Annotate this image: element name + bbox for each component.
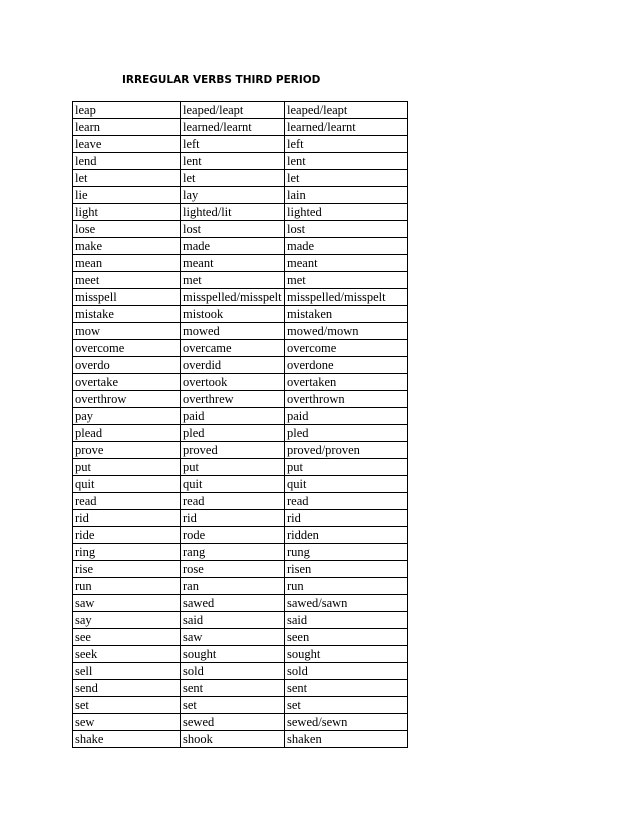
base-form-cell: read: [73, 493, 181, 510]
base-form-cell: overcome: [73, 340, 181, 357]
past-simple-cell: proved: [181, 442, 285, 459]
base-form-cell: lie: [73, 187, 181, 204]
page-title: IRREGULAR VERBS THIRD PERIOD: [122, 74, 321, 86]
table-row: [73, 221, 408, 238]
past-participle-cell: meant: [285, 255, 408, 272]
past-participle-cell: paid: [285, 408, 408, 425]
base-form-cell: let: [73, 170, 181, 187]
verb-table-body: [73, 102, 408, 748]
past-simple-cell: rid: [181, 510, 285, 527]
past-simple-cell: mistook: [181, 306, 285, 323]
past-simple-cell: mowed: [181, 323, 285, 340]
base-form-cell: put: [73, 459, 181, 476]
base-form-cell: mow: [73, 323, 181, 340]
past-participle-cell: overcome: [285, 340, 408, 357]
past-participle-cell: sent: [285, 680, 408, 697]
past-participle-cell: seen: [285, 629, 408, 646]
table-row: [73, 391, 408, 408]
base-form-cell: shake: [73, 731, 181, 748]
table-row: [73, 272, 408, 289]
past-participle-cell: lighted: [285, 204, 408, 221]
table-row: [73, 408, 408, 425]
past-simple-cell: sought: [181, 646, 285, 663]
past-simple-cell: rose: [181, 561, 285, 578]
past-participle-cell: lent: [285, 153, 408, 170]
past-participle-cell: read: [285, 493, 408, 510]
past-participle-cell: lain: [285, 187, 408, 204]
base-form-cell: light: [73, 204, 181, 221]
table-row: [73, 204, 408, 221]
past-participle-cell: ridden: [285, 527, 408, 544]
base-form-cell: lend: [73, 153, 181, 170]
table-row: [73, 374, 408, 391]
past-simple-cell: said: [181, 612, 285, 629]
past-simple-cell: misspelled/misspelt: [181, 289, 285, 306]
base-form-cell: quit: [73, 476, 181, 493]
base-form-cell: see: [73, 629, 181, 646]
past-simple-cell: let: [181, 170, 285, 187]
table-row: [73, 714, 408, 731]
past-participle-cell: overthrown: [285, 391, 408, 408]
past-simple-cell: ran: [181, 578, 285, 595]
past-participle-cell: quit: [285, 476, 408, 493]
past-simple-cell: sewed: [181, 714, 285, 731]
base-form-cell: lose: [73, 221, 181, 238]
base-form-cell: pay: [73, 408, 181, 425]
past-simple-cell: meant: [181, 255, 285, 272]
past-participle-cell: shaken: [285, 731, 408, 748]
base-form-cell: ride: [73, 527, 181, 544]
past-participle-cell: risen: [285, 561, 408, 578]
base-form-cell: leap: [73, 102, 181, 119]
table-row: [73, 476, 408, 493]
table-row: [73, 663, 408, 680]
table-row: [73, 459, 408, 476]
past-simple-cell: shook: [181, 731, 285, 748]
past-simple-cell: overcame: [181, 340, 285, 357]
past-participle-cell: set: [285, 697, 408, 714]
past-simple-cell: rode: [181, 527, 285, 544]
table-row: [73, 680, 408, 697]
base-form-cell: sew: [73, 714, 181, 731]
base-form-cell: saw: [73, 595, 181, 612]
past-simple-cell: overtook: [181, 374, 285, 391]
table-row: [73, 119, 408, 136]
table-row: [73, 595, 408, 612]
past-simple-cell: learned/learnt: [181, 119, 285, 136]
past-participle-cell: learned/learnt: [285, 119, 408, 136]
past-participle-cell: sold: [285, 663, 408, 680]
table-row: [73, 442, 408, 459]
base-form-cell: overthrow: [73, 391, 181, 408]
base-form-cell: learn: [73, 119, 181, 136]
table-row: [73, 578, 408, 595]
table-row: [73, 340, 408, 357]
table-row: [73, 306, 408, 323]
past-simple-cell: put: [181, 459, 285, 476]
table-row: [73, 102, 408, 119]
base-form-cell: overtake: [73, 374, 181, 391]
past-participle-cell: misspelled/misspelt: [285, 289, 408, 306]
past-simple-cell: sawed: [181, 595, 285, 612]
table-row: [73, 527, 408, 544]
past-simple-cell: sent: [181, 680, 285, 697]
past-participle-cell: overdone: [285, 357, 408, 374]
past-participle-cell: put: [285, 459, 408, 476]
past-simple-cell: set: [181, 697, 285, 714]
past-participle-cell: made: [285, 238, 408, 255]
base-form-cell: run: [73, 578, 181, 595]
past-participle-cell: let: [285, 170, 408, 187]
base-form-cell: set: [73, 697, 181, 714]
past-participle-cell: lost: [285, 221, 408, 238]
base-form-cell: leave: [73, 136, 181, 153]
base-form-cell: sell: [73, 663, 181, 680]
past-participle-cell: overtaken: [285, 374, 408, 391]
past-participle-cell: left: [285, 136, 408, 153]
table-row: [73, 612, 408, 629]
past-participle-cell: mowed/mown: [285, 323, 408, 340]
table-row: [73, 357, 408, 374]
past-simple-cell: lost: [181, 221, 285, 238]
table-row: [73, 255, 408, 272]
table-row: [73, 153, 408, 170]
base-form-cell: overdo: [73, 357, 181, 374]
past-simple-cell: made: [181, 238, 285, 255]
table-row: [73, 731, 408, 748]
past-participle-cell: rung: [285, 544, 408, 561]
table-row: [73, 646, 408, 663]
table-row: [73, 629, 408, 646]
past-simple-cell: lighted/lit: [181, 204, 285, 221]
past-simple-cell: read: [181, 493, 285, 510]
base-form-cell: rise: [73, 561, 181, 578]
past-simple-cell: leaped/leapt: [181, 102, 285, 119]
base-form-cell: plead: [73, 425, 181, 442]
past-participle-cell: sought: [285, 646, 408, 663]
table-row: [73, 510, 408, 527]
base-form-cell: prove: [73, 442, 181, 459]
table-row: [73, 136, 408, 153]
past-simple-cell: met: [181, 272, 285, 289]
past-participle-cell: pled: [285, 425, 408, 442]
past-participle-cell: met: [285, 272, 408, 289]
past-participle-cell: leaped/leapt: [285, 102, 408, 119]
past-participle-cell: sawed/sawn: [285, 595, 408, 612]
past-simple-cell: sold: [181, 663, 285, 680]
base-form-cell: misspell: [73, 289, 181, 306]
table-row: [73, 289, 408, 306]
table-row: [73, 493, 408, 510]
past-participle-cell: sewed/sewn: [285, 714, 408, 731]
table-row: [73, 425, 408, 442]
table-row: [73, 561, 408, 578]
past-simple-cell: lay: [181, 187, 285, 204]
base-form-cell: make: [73, 238, 181, 255]
past-simple-cell: quit: [181, 476, 285, 493]
base-form-cell: ring: [73, 544, 181, 561]
table-row: [73, 238, 408, 255]
past-simple-cell: overdid: [181, 357, 285, 374]
past-simple-cell: pled: [181, 425, 285, 442]
past-participle-cell: said: [285, 612, 408, 629]
past-simple-cell: saw: [181, 629, 285, 646]
table-row: [73, 170, 408, 187]
past-simple-cell: left: [181, 136, 285, 153]
past-participle-cell: proved/proven: [285, 442, 408, 459]
base-form-cell: seek: [73, 646, 181, 663]
base-form-cell: say: [73, 612, 181, 629]
base-form-cell: mean: [73, 255, 181, 272]
past-simple-cell: rang: [181, 544, 285, 561]
table-row: [73, 544, 408, 561]
base-form-cell: meet: [73, 272, 181, 289]
past-simple-cell: paid: [181, 408, 285, 425]
table-row: [73, 187, 408, 204]
past-simple-cell: overthrew: [181, 391, 285, 408]
past-simple-cell: lent: [181, 153, 285, 170]
base-form-cell: send: [73, 680, 181, 697]
table-row: [73, 697, 408, 714]
table-row: [73, 323, 408, 340]
base-form-cell: mistake: [73, 306, 181, 323]
verb-table: [72, 101, 408, 748]
past-participle-cell: rid: [285, 510, 408, 527]
past-participle-cell: mistaken: [285, 306, 408, 323]
base-form-cell: rid: [73, 510, 181, 527]
past-participle-cell: run: [285, 578, 408, 595]
